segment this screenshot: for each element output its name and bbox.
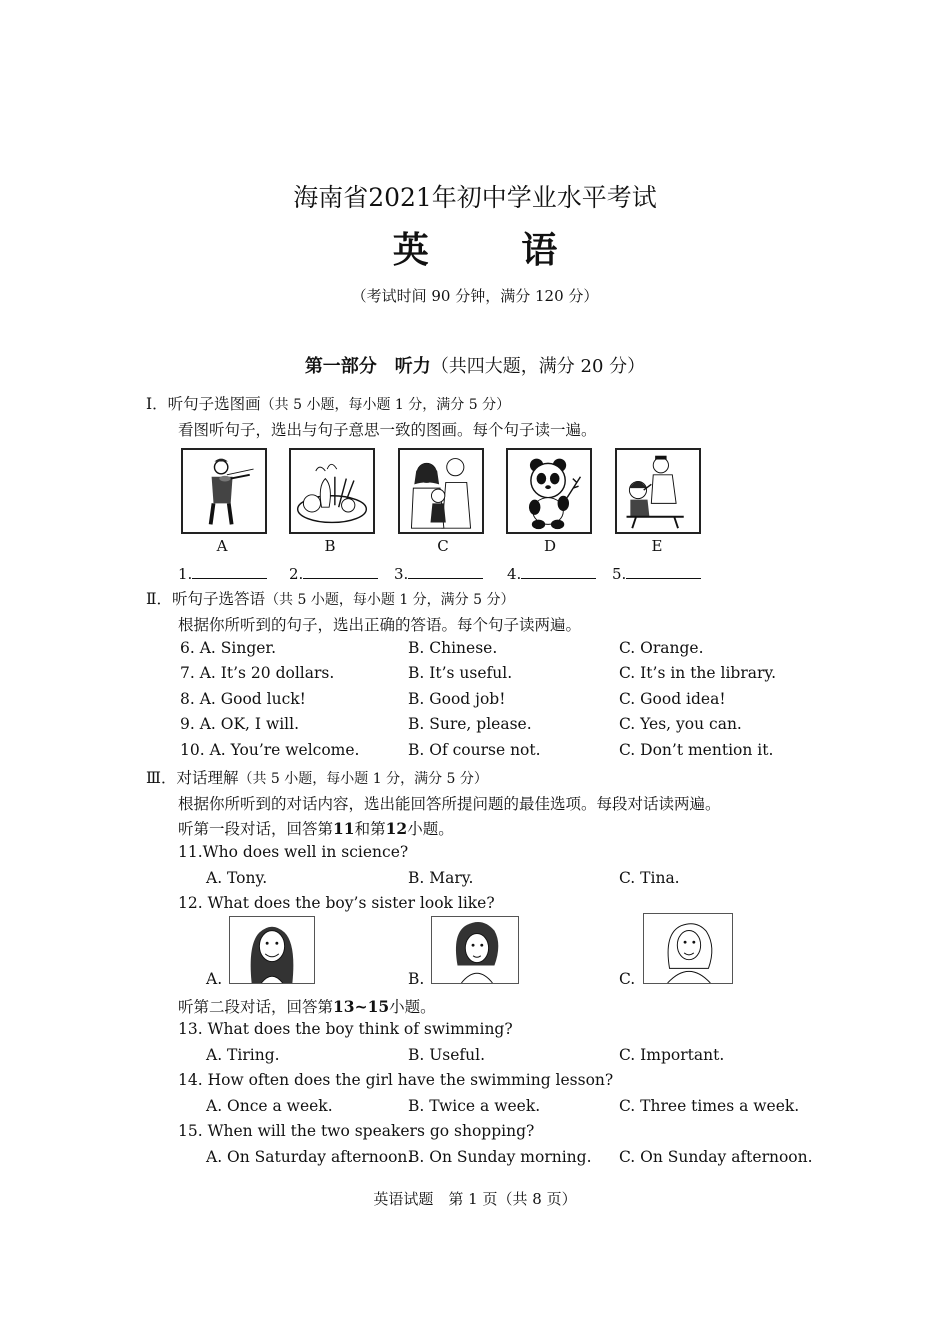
answer-blank-5[interactable] (612, 564, 701, 583)
picture-label-c: C (437, 537, 449, 555)
vegetables-icon (291, 450, 373, 532)
q12-stem: 12. What does the boy’s sister look like? (178, 894, 495, 912)
q12-option-c: C. (619, 970, 636, 988)
picture-c (398, 448, 484, 534)
q9-option-a: 9. A. OK, I will. (180, 715, 300, 733)
section2-heading (146, 587, 515, 609)
q7-option-b: B. It’s useful. (408, 664, 513, 682)
q13-stem: 13. What does the boy think of swimming? (178, 1020, 513, 1038)
exam-title: 海南省2021年初中学业水平考试 (293, 183, 657, 212)
part-label: 第一部分 听力 (304, 356, 431, 377)
picture-label-a: A (216, 537, 228, 555)
q13-option-b: B. Useful. (408, 1046, 486, 1064)
q12-picture-a (229, 916, 315, 984)
q6-option-c: C. Orange. (619, 639, 704, 657)
q8-option-b: B. Good job! (408, 690, 506, 708)
q9-option-b: B. Sure, please. (408, 715, 532, 733)
dialog2-instruction (178, 995, 436, 1017)
q11-option-b: B. Mary. (408, 869, 474, 887)
picture-label-e: E (651, 537, 663, 555)
q12-picture-b (431, 916, 519, 984)
q15-option-c: C. On Sunday afternoon. (619, 1148, 813, 1166)
q6-option-a: 6. A. Singer. (180, 639, 277, 657)
section3-heading (146, 766, 488, 788)
q11-option-a: A. Tony. (206, 869, 268, 887)
short-hair-girl-icon (432, 917, 518, 983)
family-icon (400, 450, 482, 532)
q14-stem: 14. How often does the girl have the swimming lesson? (178, 1071, 614, 1089)
page-footer: 英语试题 第 1 页（共 8 页） (373, 1190, 577, 1208)
subject-title: 英 语 (392, 229, 598, 271)
violin-player-icon (183, 450, 265, 532)
dentist-icon (617, 450, 699, 532)
blank-number: 4. (507, 565, 522, 583)
answer-blank-4[interactable] (507, 564, 596, 583)
q10-option-b: B. Of course not. (408, 741, 541, 759)
section1-heading (146, 392, 510, 414)
q14-option-b: B. Twice a week. (408, 1097, 541, 1115)
q8-option-a: 8. A. Good luck! (180, 690, 306, 708)
picture-a (181, 448, 267, 534)
blank-number: 2. (289, 565, 304, 583)
long-hair-girl-icon (230, 917, 314, 983)
dialog2-pre: 听第二段对话，回答第 (178, 998, 334, 1016)
dialog1-post: 小题。 (407, 820, 454, 838)
q12-picture-c (643, 913, 733, 984)
dialog1-instruction (178, 817, 454, 839)
dialog1-num2: 12 (385, 819, 408, 838)
q8-option-c: C. Good idea! (619, 690, 726, 708)
q11-option-c: C. Tina. (619, 869, 680, 887)
blank-number: 3. (394, 565, 409, 583)
dialog1-mid: 和第 (354, 820, 386, 838)
blank-number: 5. (612, 565, 627, 583)
q9-option-c: C. Yes, you can. (619, 715, 742, 733)
picture-b (289, 448, 375, 534)
blank-number: 1. (178, 565, 193, 583)
section3-title: 对话理解 (176, 769, 239, 787)
q15-stem: 15. When will the two speakers go shopping? (178, 1122, 535, 1140)
q7-option-c: C. It’s in the library. (619, 664, 777, 682)
section2-instruction: 根据你所听到的句子，选出正确的答语。每个句子读两遍。 (178, 616, 582, 634)
q14-option-a: A. Once a week. (206, 1097, 333, 1115)
part-desc: （共四大题，满分 20 分） (430, 356, 646, 377)
dialog2-num: 13~15 (333, 997, 390, 1016)
answer-blank-1[interactable] (178, 564, 267, 583)
section1-score: （共 5 小题，每小题 1 分，满分 5 分） (260, 397, 511, 413)
dialog1-num1: 11 (333, 819, 355, 838)
dialog1-pre: 听第一段对话，回答第 (178, 820, 334, 838)
picture-label-b: B (324, 537, 336, 555)
q15-option-a: A. On Saturday afternoon. (206, 1148, 413, 1166)
q12-option-b: B. (408, 970, 425, 988)
section3-score: （共 5 小题，每小题 1 分，满分 5 分） (238, 771, 488, 787)
section2-title: 听句子选答语 (172, 590, 266, 608)
exam-note: （考试时间 90 分钟，满分 120 分） (351, 287, 599, 305)
section2-num: Ⅱ． (146, 590, 173, 608)
answer-blank-3[interactable] (394, 564, 483, 583)
section3-num: Ⅲ． (146, 769, 177, 787)
panda-icon (508, 450, 590, 532)
picture-d (506, 448, 592, 534)
q11-stem: 11.Who does well in science? (178, 843, 409, 861)
section1-instruction: 看图听句子，选出与句子意思一致的图画。每个句子读一遍。 (178, 421, 597, 439)
section2-score: （共 5 小题，每小题 1 分，满分 5 分） (265, 592, 515, 608)
section1-num: Ⅰ． (146, 395, 168, 413)
q15-option-b: B. On Sunday morning. (408, 1148, 592, 1166)
dialog2-post: 小题。 (389, 998, 436, 1016)
answer-blank-2[interactable] (289, 564, 378, 583)
blonde-woman-icon (644, 914, 732, 983)
q14-option-c: C. Three times a week. (619, 1097, 800, 1115)
section1-title: 听句子选图画 (167, 395, 261, 413)
part-heading (0, 352, 950, 378)
q13-option-c: C. Important. (619, 1046, 725, 1064)
q13-option-a: A. Tiring. (206, 1046, 280, 1064)
q7-option-a: 7. A. It’s 20 dollars. (180, 664, 335, 682)
q10-option-a: 10. A. You’re welcome. (180, 741, 360, 759)
q12-option-a: A. (206, 970, 223, 988)
picture-label-d: D (543, 537, 557, 555)
picture-e (615, 448, 701, 534)
q10-option-c: C. Don’t mention it. (619, 741, 774, 759)
q6-option-b: B. Chinese. (408, 639, 498, 657)
section3-instruction: 根据你所听到的对话内容，选出能回答所提问题的最佳选项。每段对话读两遍。 (178, 795, 721, 813)
